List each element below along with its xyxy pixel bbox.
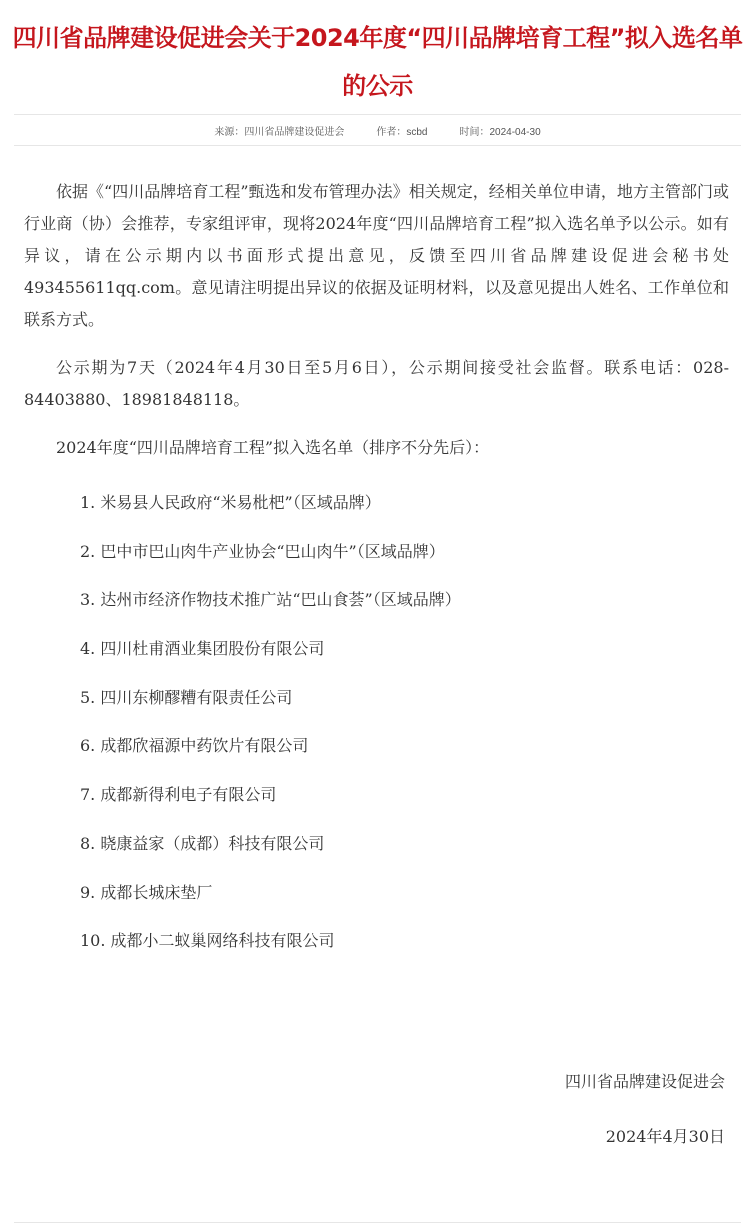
signature-date: 2024年4月30日 [605,1127,725,1146]
signature-block [565,1066,725,1153]
article-author: 作者：scbd [376,126,428,138]
list-item: 8. 晓康益家（成都）科技有限公司 [80,833,325,853]
signature-organization: 四川省品牌建设促进会 [564,1072,725,1091]
article-body [24,176,729,480]
candidate-list [80,487,461,974]
article-source: 来源：四川省品牌建设促进会 [214,126,345,138]
list-item: 5. 四川东柳醪糟有限责任公司 [80,687,293,707]
article-date: 时间：2024-04-30 [459,126,541,138]
list-item: 1. 米易县人民政府“米易枇杷”（区域品牌） [80,493,381,512]
list-item: 6. 成都欣福源中药饮片有限公司 [80,736,309,756]
list-item: 9. 成都长城床垫厂 [80,882,213,902]
article-meta-bar [14,114,741,146]
bottom-divider [14,1222,741,1223]
intro-paragraph: 依据《“四川品牌培育工程”甄选和发布管理办法》相关规定，经相关单位申请，地方主管部门或行业商（协）会推荐，专家组评审，现将2024年度“四川品牌培育工程”拟入选名单予以公示。如有异议，请在公示期内以书面形式提出意见，反馈至四川省品牌建设促进会秘书处493455611qq.com。意见请注明提出异议的依据及证明材料，以及意见提出人姓名、工作单位和联系方式。 [24,182,729,329]
article-title: 四川省品牌建设促进会关于2024年度“四川品牌培育工程”拟入选名单的公示 [12,24,743,100]
list-item: 4. 四川杜甫酒业集团股份有限公司 [80,639,325,659]
list-item: 10. 成都小二蚁巢网络科技有限公司 [80,931,335,951]
list-heading: 2024年度“四川品牌培育工程”拟入选名单（排序不分先后）： [56,438,490,457]
list-item: 2. 巴中市巴山肉牛产业协会“巴山肉牛”（区域品牌） [80,541,445,561]
list-item: 3. 达州市经济作物技术推广站“巴山食荟”（区域品牌） [80,590,461,610]
list-item: 7. 成都新得利电子有限公司 [80,785,277,805]
notice-period-paragraph: 公示期为7天（2024年4月30日至5月6日），公示期间接受社会监督。联系电话：028-84403880、18981848118。 [24,358,729,409]
